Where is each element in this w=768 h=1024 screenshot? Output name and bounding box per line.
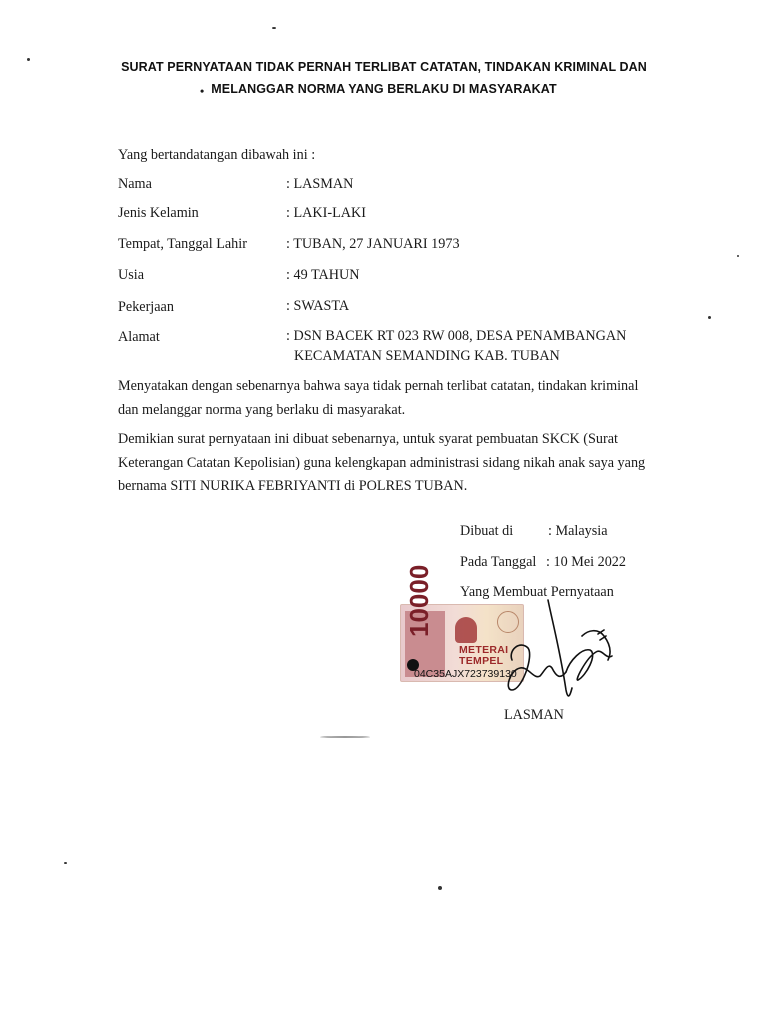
field-value-pekerjaan: : SWASTA <box>286 298 350 314</box>
field-label-nama: Nama <box>118 176 152 192</box>
field-value-jenis-kelamin: : LAKI-LAKI <box>286 205 366 221</box>
field-value-tempat-tanggal-lahir: : TUBAN, 27 JANUARI 1973 <box>286 236 460 252</box>
field-value-alamat-line-2: KECAMATAN SEMANDING KAB. TUBAN <box>294 348 560 364</box>
field-label-tempat-tanggal-lahir: Tempat, Tanggal Lahir <box>118 236 247 252</box>
date-value: : 10 Mei 2022 <box>546 554 626 570</box>
stamp-value: 10000 <box>404 564 434 637</box>
made-in-value: : Malaysia <box>548 523 608 539</box>
scan-smudge <box>320 736 370 738</box>
field-label-alamat: Alamat <box>118 329 160 345</box>
stamp-serial: 04C35AJX723739130 <box>414 668 517 680</box>
maker-label: Yang Membuat Pernyataan <box>460 584 614 600</box>
purpose-line-1: Demikian surat pernyataan ini dibuat sebenarnya, untuk syarat pembuatan SKCK (Surat <box>118 431 618 447</box>
statement-line-1: Menyatakan dengan sebenarnya bahwa saya tidak pernah terlibat catatan, tindakan kriminal <box>118 378 639 394</box>
field-value-usia: : 49 TAHUN <box>286 267 360 283</box>
scan-speck <box>438 886 442 890</box>
scan-speck <box>64 862 67 864</box>
stamp-label-line-1: METERAI <box>459 644 509 656</box>
field-label-jenis-kelamin: Jenis Kelamin <box>118 205 199 221</box>
letter-title-line-1: SURAT PERNYATAAN TIDAK PERNAH TERLIBAT CATATAN, TINDAKAN KRIMINAL DAN <box>121 60 647 74</box>
date-label: Pada Tanggal <box>460 554 537 570</box>
scan-speck <box>272 27 276 29</box>
field-value-alamat: : DSN BACEK RT 023 RW 008, DESA PENAMBANGAN <box>286 328 627 344</box>
intro-text: Yang bertandatangan dibawah ini : <box>118 147 316 163</box>
signer-name: LASMAN <box>504 707 564 723</box>
letter-title-line-2: MELANGGAR NORMA YANG BERLAKU DI MASYARAKAT <box>211 82 557 96</box>
field-value-nama: : LASMAN <box>286 176 354 192</box>
title-bullet: • <box>200 84 205 98</box>
purpose-line-3: bernama SITI NURIKA FEBRIYANTI di POLRES TUBAN. <box>118 478 468 494</box>
purpose-line-2: Keterangan Catatan Kepolisian) guna kelengkapan administrasi sidang nikah anak saya yang <box>118 454 646 471</box>
scan-speck <box>737 255 739 257</box>
scan-speck <box>708 316 711 319</box>
stamp-label-line-2: TEMPEL <box>459 655 504 667</box>
scan-speck <box>27 58 30 61</box>
statement-line-2: dan melanggar norma yang berlaku di masyarakat. <box>118 401 406 418</box>
field-label-pekerjaan: Pekerjaan <box>118 299 174 315</box>
made-in-label: Dibuat di <box>460 523 514 539</box>
field-label-usia: Usia <box>118 267 145 283</box>
